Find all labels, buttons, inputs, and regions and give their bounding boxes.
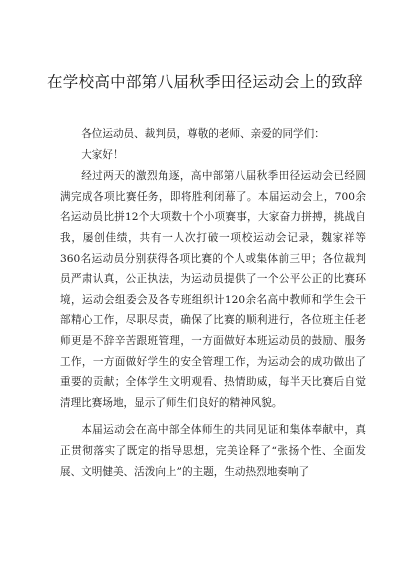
salutation: 各位运动员、裁判员，尊敬的老师、亲爱的同学们： [81,128,325,140]
paragraph-2: 本届运动会在高中部全体师生的共同见证和集体奉献中，真正贯彻落实了既定的指导思想，完美诠释了“张扬个性、全面发展、文明健美、活泼向上”的主题，生动热烈地奏响了 [60,424,366,478]
document-title: 在学校高中部第八届秋季田径运动会上的致辞 [46,73,363,91]
paragraph-1: 经过两天的激烈角逐，高中部第八届秋季田径运动会已经圆满完成各项比赛任务，即将胜利闭幕了。本届运动会上，700余名运动员比拼12个大项数十个小项赛事，大家奋力拼搏，挑战自我，屡创佳绩，共有一人次打破一项校运动会记录，魏家祥等360名运动员分别获得各项比赛的个人或集体前三甲；各位裁判员严肃认真，公正执法，为运动员提供了一个公平公正的比赛环境，运动会组委会及各专班组织计120余名高中教师和学生会干部精心工作，尽职尽责，确保了比赛的顺利进行，各位班主任老师更是不辞辛苦跟班管理，一方面做好本班运动员的鼓励、服务工作，一方面做好学生的安全管理工作，为运动会的成功做出了重要的贡献；全体学生文明观看、热情助威，每半天比赛后自觉清理比赛场地，显示了师生们良好的精神风貌。 [60,170,366,409]
document-body [60,124,366,482]
greeting: 大家好！ [81,148,124,161]
